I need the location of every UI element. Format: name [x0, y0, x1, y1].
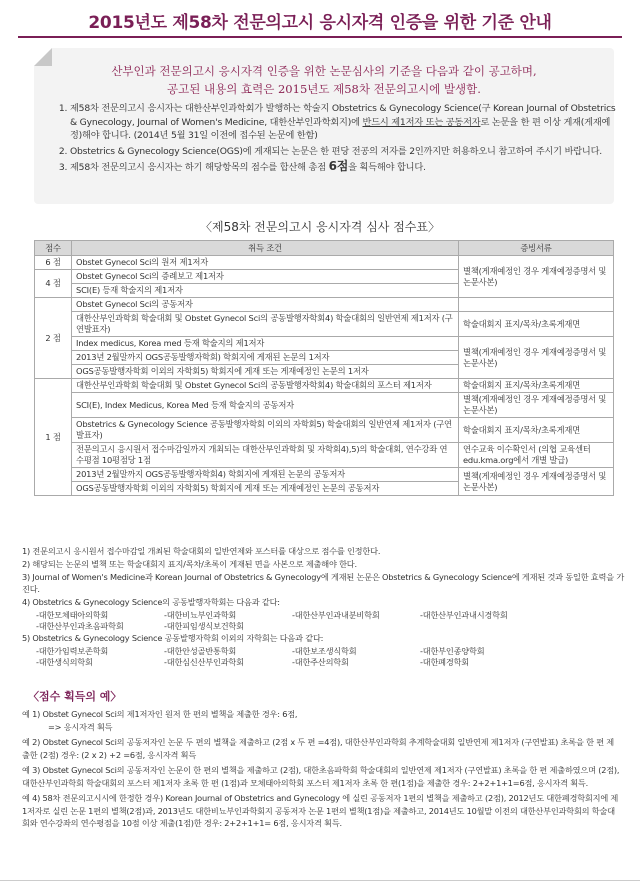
condition-cell: Obstet Gynecol Sci의 원저 제1저자: [72, 256, 459, 270]
list-item: -대한주산의학회: [292, 657, 349, 667]
evidence-cell: 학술대회지 표지/목차/초록게재면: [459, 312, 614, 337]
list-item: -대한폐경학회: [420, 657, 470, 667]
notice-item-2: 2. Obstetrics & Gynecology Science(OGS)에 게재되는 논문은 한 편당 전공의 저자를 2인까지만 허용하오니 참고하여 주시기 바랍니다.: [70, 145, 618, 159]
footnote-5: 5) Obstetrics & Gynecology Science 공동발행자학회 이외의 자학회는 다음과 같다:: [22, 632, 324, 643]
table-title: 〈제58차 전문의고시 응시자격 심사 점수표〉: [199, 220, 440, 234]
condition-cell: 전문의고시 응시원서 접수마감일까지 개최되는 대한산부인과학회 및 자학회4),5)의 학술대회, 연수강좌 연수평점 10평점당 1점: [72, 443, 459, 468]
examples: [22, 708, 620, 833]
points-cell: 2 점: [35, 298, 72, 379]
footnotes: [22, 546, 626, 669]
examples-title: 〈점수 획득의 예〉: [28, 690, 122, 703]
footnote-3: 3) Journal of Women's Medicine과 Korean Journal of Obstetrics & Gynecology에 게재된 논문은 Obstetrics & Gynecology Science에 게재된 것과 동일한 효력을 가진다.: [22, 572, 625, 594]
table-row: [35, 468, 614, 482]
footnote-4: 4) Obstetrics & Gynecology Science의 공동발행자학회는 다음과 같다:: [22, 596, 280, 607]
page-title: 2015년도 제58차 전문의고시 응시자격 인증을 위한 기준 안내: [88, 13, 552, 33]
example-3: 예 3) Obstet Gynecol Sci의 공동저자인 논문이 한 편의 별책을 제출하고 (2점), 대한초음파학회 학술대회의 일반연제 제1저자 (구연발표) 초록을 한 편 제출하였으며 (2점), 대한산부인과학회 학술대회의 포스터 제1저자 초록 한 편 (1점)과 모체태아의학회 포스터 제1저자 초록 한 편(1점)을 제출한 경우: 2+2+1+1=6점, 응시자격 획득.: [22, 765, 620, 788]
footnote-2: 2) 해당되는 논문의 별책 또는 학술대회지 표지/목차/초록이 게재된 면을 사본으로 제출해야 한다.: [22, 559, 357, 569]
notice-list: [56, 102, 618, 177]
list-item: -대한안성골반통학회: [164, 645, 237, 656]
condition-cell: SCI(E) 등재 학술지의 제1저자: [72, 284, 459, 298]
list-item: -대한산부인과내시경학회: [420, 609, 508, 620]
society-list-5b: [22, 657, 626, 669]
score-total: 6점: [328, 159, 349, 173]
table-row: [35, 443, 614, 468]
condition-cell: 2013년 2월말까지 OGS공동발행자학회) 학회지에 게재된 논문의 1저자: [72, 351, 459, 365]
intro-text: [34, 62, 614, 98]
points-cell: 6 점: [35, 256, 72, 270]
intro-line-1: 산부인과 전문의고시 응시자격 인증을 위한 논문심사의 기준을 다음과 같이 공고하며,: [111, 64, 537, 78]
condition-cell: 대한산부인과학회 학술대회 및 Obstet Gynecol Sci의 공동발행자학회4) 학술대회의 포스터 제1저자: [72, 379, 459, 393]
table-row: [35, 418, 614, 443]
table-row: [35, 298, 614, 312]
society-list-4b: [22, 621, 626, 633]
evidence-cell: 별책(게재예정인 경우 게재예정증명서 및 논문사본): [459, 256, 614, 298]
footnote-1: 1) 전문의고시 응시원서 접수마감일 개최된 학술대회의 일반연제와 포스터를 대상으로 점수를 인정한다.: [22, 546, 381, 556]
evidence-cell: 학술대회지 표지/목차/초록게재면: [459, 379, 614, 393]
list-item: -대한비뇨부인과학회: [164, 609, 237, 620]
notice-box: [34, 48, 614, 204]
list-item: -대한모체태아의학회: [36, 609, 109, 620]
condition-cell: 대한산부인과학회 학술대회 및 Obstet Gynecol Sci의 공동발행자학회4) 학술대회의 일반연제 제1저자 (구연발표자): [72, 312, 459, 337]
notice-item-3: 3. 제58차 전문의고시 응시자는 하기 해당항목의 점수를 합산해 총점 6점을 획득해야 합니다.: [70, 160, 618, 175]
evidence-cell: 연수교육 이수확인서 (의협 교육센터 edu.kma.org에서 개별 발급): [459, 443, 614, 468]
page-fold-corner: [34, 48, 52, 66]
header-evidence: 증빙서류: [459, 241, 614, 256]
table-row: [35, 379, 614, 393]
table-row: [35, 393, 614, 418]
society-list-5: [22, 646, 626, 658]
evidence-cell: 학술대회지 표지/목차/초록게재면: [459, 418, 614, 443]
example-2: 예 2) Obstet Gynecol Sci의 공동저자인 논문 두 편의 별책을 제출하고 (2점 x 두 편 =4점), 대한산부인과학회 추계학술대회 일반연제 제1저자 (구연발표) 초록을 한 편 제출한 (2점) 경우: (2 x 2) +2 =6점, 응시자격 획득: [22, 737, 615, 760]
evidence-cell: 별책(게재예정인 경우 게재예정증명서 및 논문사본): [459, 337, 614, 379]
list-item: -대한부인종양학회: [420, 645, 485, 656]
evidence-cell: 별책(게재예정인 경우 게재예정증명서 및 논문사본): [459, 393, 614, 418]
table-header-row: [35, 241, 614, 256]
list-item: -대한가임력보존학회: [36, 645, 109, 656]
header-score: 점수: [35, 241, 72, 256]
condition-cell: Obstetrics & Gynecology Science 공동발행자학회 이외의 자학회5) 학술대회의 일반연제 제1저자 (구연발표자): [72, 418, 459, 443]
condition-cell: Index medicus, Korea med 등재 학술지의 제1저자: [72, 337, 459, 351]
title-divider: [18, 36, 622, 38]
condition-cell: OGS공동발행자학회 이외의 자학회5) 학회지에 게재 또는 게재예정인 논문의 1저자: [72, 365, 459, 379]
list-item: -대한보조생식학회: [292, 645, 357, 656]
header-condition: 취득 조건: [72, 241, 459, 256]
list-item: -대한심신산부인과학회: [164, 657, 244, 667]
society-list-4: [22, 610, 626, 622]
condition-cell: OGS공동발행자학회 이외의 자학회5) 학회지에 게재 또는 게재예정인 논문의 공동저자: [72, 482, 459, 496]
evidence-cell: [459, 298, 614, 312]
list-item: -대한피임생식보건학회: [164, 621, 244, 631]
table-row: [35, 256, 614, 270]
condition-cell: Obstet Gynecol Sci의 공동저자: [72, 298, 459, 312]
list-item: -대한산부인과초음파학회: [36, 621, 124, 631]
example-4: 예 4) 58차 전문의고시시에 한정한 경우) Korean Journal of Obstetrics and Gynecology 에 실린 공동저자 1편의 별책을 제출하고 (2점), 2012년도 대한폐경학회지에 제1저자로 실린 논문 1편의 별책(2점)과, 2013년도 대한비뇨부인과학회지 공동저자 논문 1편의 별책(1점)을 제출하고, 2014년도 10월말 이전의 대한산부인과학회의 학술대회와 연수강좌의 연수평점을 10점 이상 제출(1점)한 경우: 2+2+1+1= 6점, 응시자격 획득.: [22, 793, 619, 828]
condition-cell: 2013년 2월말까지 OGS공동발행자학회4) 학회지에 게재된 논문의 공동저자: [72, 468, 459, 482]
notice-item-1: 1. 제58차 전문의고시 응시자는 대한산부인과학회가 발행하는 학술지 Obstetrics & Gynecology Science(구 Korean Journal of Obstetrics & Gynecology, Journal of Women's Medicine, 대한산부인과학회지)에 반드시 제1저자 또는 공동저자로 논문을 한 편 이상 게재(게재예정)해야 합니다. (2014년 5월 31일 이전에 접수된 논문에 한함): [70, 102, 618, 143]
condition-cell: SCI(E), Index Medicus, Korea Med 등재 학술지의 공동저자: [72, 393, 459, 418]
example-1: 예 1) Obstet Gynecol Sci의 제1저자인 원저 한 편의 별책을 제출한 경우: 6점, => 응시자격 획득: [22, 709, 298, 732]
list-item: -대한산부인과내분비학회: [292, 609, 380, 620]
bottom-divider: [0, 880, 640, 881]
points-cell: 4 점: [35, 270, 72, 298]
evidence-cell: 별책(게재예정인 경우 게재예정증명서 및 논문사본): [459, 468, 614, 496]
condition-cell: Obstet Gynecol Sci의 증례보고 제1저자: [72, 270, 459, 284]
points-cell: 1 점: [35, 379, 72, 496]
list-item: -대한생식의학회: [36, 657, 93, 667]
underline-text: 반드시 제1저자 또는 공동저자: [362, 116, 481, 128]
table-row: [35, 337, 614, 351]
table-row: [35, 312, 614, 337]
intro-line-2: 공고된 내용의 효력은 2015년도 제58차 전문의고시에 발생함.: [167, 82, 481, 96]
score-table: [34, 240, 614, 496]
